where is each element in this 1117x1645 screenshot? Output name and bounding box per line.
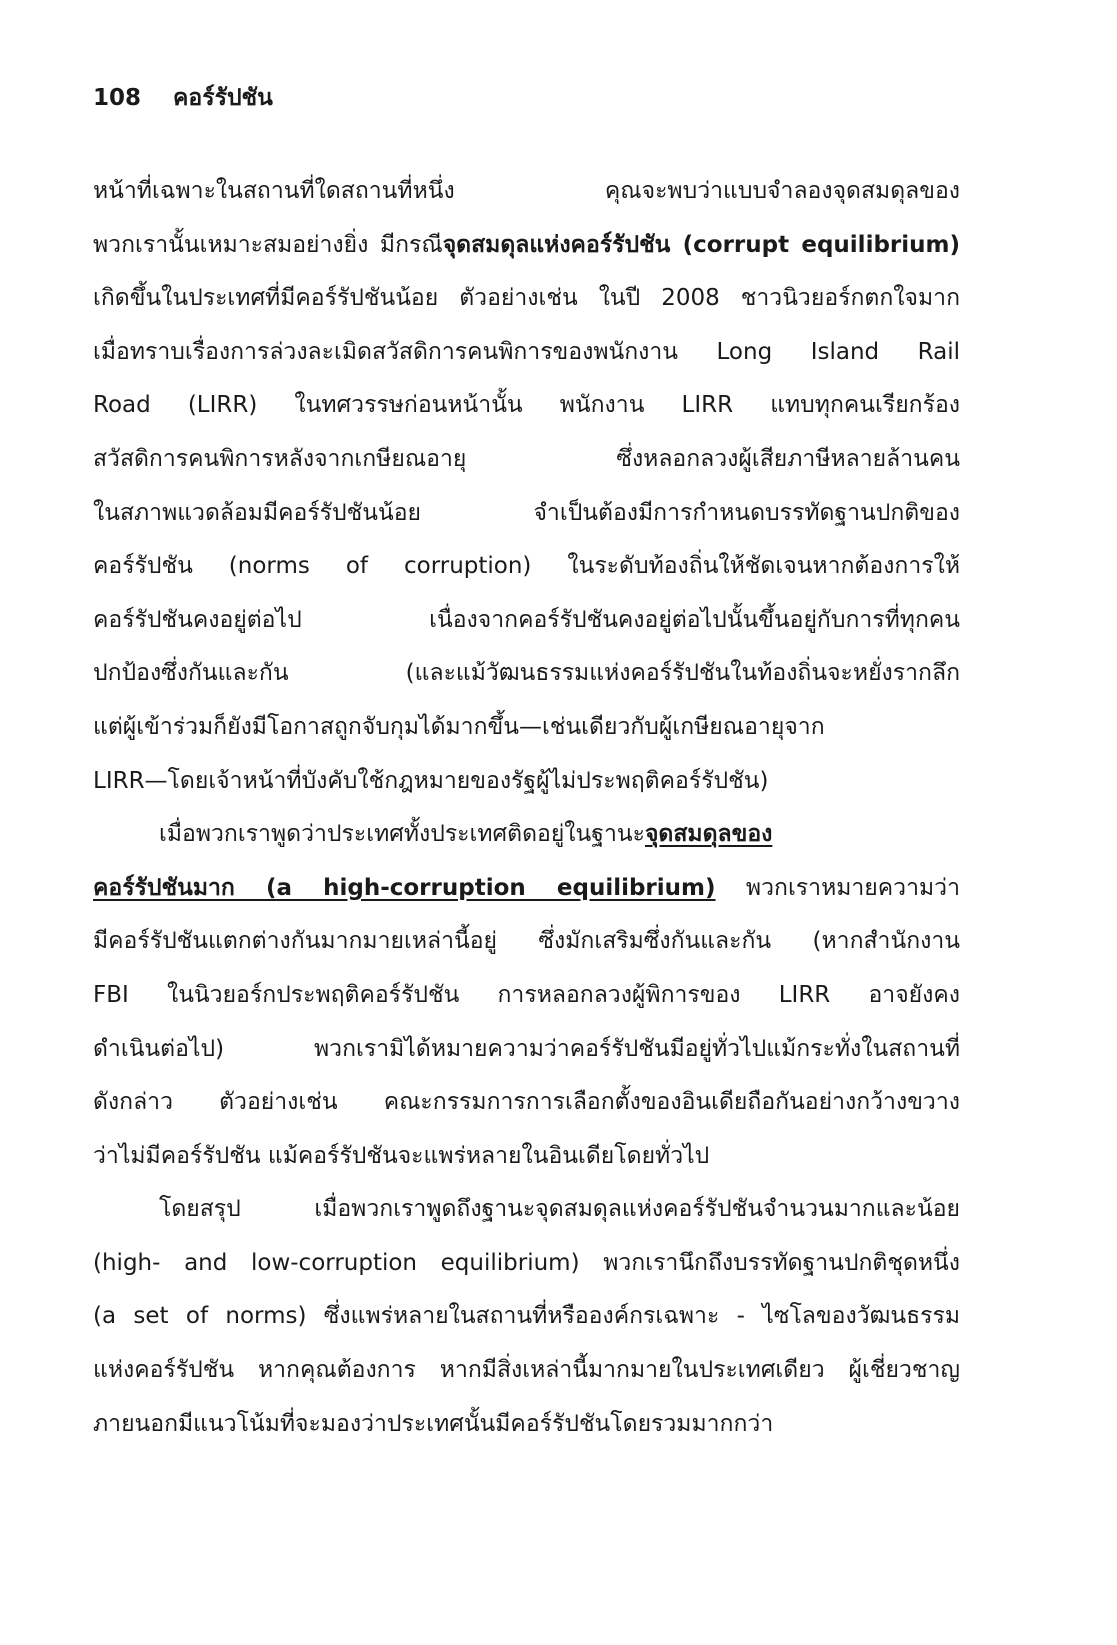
page-number: 108 [93,85,142,111]
running-title: คอร์รัปชัน [173,85,273,111]
text-line: คอร์รัปชันมาก (a high-corruption equilibrium) พวกเราหมายความว่า [93,874,960,901]
term-high-corruption-equilibrium: คอร์รัปชันมาก (a high-corruption equilibrium) [93,874,716,901]
text-line: LIRR—โดยเจ้าหน้าที่บังคับใช้กฎหมายของรัฐผู้ไม่ประพฤติคอร์รัปชัน) [93,767,769,794]
text-line: แต่ผู้เข้าร่วมก็ยังมีโอกาสถูกจับกุมได้มากขึ้น—เช่นเดียวกับผู้เกษียณอายุจาก [93,713,825,740]
text-line: ภายนอกมีแนวโน้มที่จะมองว่าประเทศนั้นมีคอร์รัปชันโดยรวมมากกว่า [93,1410,774,1437]
paragraph-2 [93,808,960,1183]
text-line: Road (LIRR) ในทศวรรษก่อนหน้านั้น พนักงาน LIRR แทบทุกคนเรียกร้อง [93,392,960,419]
text-line: ดังกล่าว ตัวอย่างเช่น คณะกรรมการการเลือกตั้งของอินเดียถือกันอย่างกว้างขวาง [93,1089,960,1116]
text-line: FBI ในนิวยอร์กประพฤติคอร์รัปชัน การหลอกลวงผู้พิการของ LIRR อาจยังคง [93,981,960,1008]
paragraph-1 [93,165,960,808]
text-line: แห่งคอร์รัปชัน หากคุณต้องการ หากมีสิ่งเหล่านี้มากมายในประเทศเดียว ผู้เชี่ยวชาญ [93,1357,960,1384]
body-text [93,165,960,1451]
text-line: พวกเรานั้นเหมาะสมอย่างยิ่ง มีกรณีจุดสมดุลแห่งคอร์รัปชัน (corrupt equilibrium) [93,231,960,258]
text-line: ดำเนินต่อไป) พวกเรามิได้หมายความว่าคอร์รัปชันมีอยู่ทั่วไปแม้กระทั่งในสถานที่ [93,1035,960,1062]
text-line: ในสภาพแวดล้อมมีคอร์รัปชันน้อย จำเป็นต้องมีการกำหนดบรรทัดฐานปกติของ [93,499,960,526]
text-line: มีคอร์รัปชันแตกต่างกันมากมายเหล่านี้อยู่ ซึ่งมักเสริมซึ่งกันและกัน (หากสำนักงาน [93,928,960,955]
term-corrupt-equilibrium: จุดสมดุลแห่งคอร์รัปชัน (corrupt equilibrium) [442,231,960,258]
term-high-corruption-equilibrium: จุดสมดุลของ [644,821,773,848]
text-line: (a set of norms) ซึ่งแพร่หลายในสถานที่หรือองค์กรเฉพาะ - ไซโลของวัฒนธรรม [93,1303,960,1330]
text-line: ว่าไม่มีคอร์รัปชัน แม้คอร์รัปชันจะแพร่หลายในอินเดียโดยทั่วไป [93,1142,710,1169]
text-line: โดยสรุป เมื่อพวกเราพูดถึงฐานะจุดสมดุลแห่งคอร์รัปชันจำนวนมากและน้อย [159,1196,960,1223]
text-line: หน้าที่เฉพาะในสถานที่ใดสถานที่หนึ่ง คุณจะพบว่าแบบจำลองจุดสมดุลของ [93,178,960,204]
text-line: เมื่อพวกเราพูดว่าประเทศทั้งประเทศติดอยู่ในฐานะจุดสมดุลของ [159,821,773,848]
text-line: (high- and low-corruption equilibrium) พวกเรานึกถึงบรรทัดฐานปกติชุดหนึ่ง [93,1249,960,1276]
text-line: สวัสดิการคนพิการหลังจากเกษียณอายุ ซึ่งหลอกลวงผู้เสียภาษีหลายล้านคน [93,445,960,472]
text-line: เกิดขึ้นในประเทศที่มีคอร์รัปชันน้อย ตัวอย่างเช่น ในปี 2008 ชาวนิวยอร์กตกใจมาก [93,285,960,312]
running-head [93,80,273,116]
text-line: คอร์รัปชัน (norms of corruption) ในระดับท้องถิ่นให้ชัดเจนหากต้องการให้ [93,553,960,580]
text-line: เมื่อทราบเรื่องการล่วงละเมิดสวัสดิการคนพิการของพนักงาน Long Island Rail [93,338,960,365]
paragraph-3 [93,1183,960,1451]
text-line: คอร์รัปชันคงอยู่ต่อไป เนื่องจากคอร์รัปชันคงอยู่ต่อไปนั้นขึ้นอยู่กับการที่ทุกคน [93,606,960,633]
text-line: ปกป้องซึ่งกันและกัน (และแม้วัฒนธรรมแห่งคอร์รัปชันในท้องถิ่นจะหยั่งรากลึก [93,660,960,687]
